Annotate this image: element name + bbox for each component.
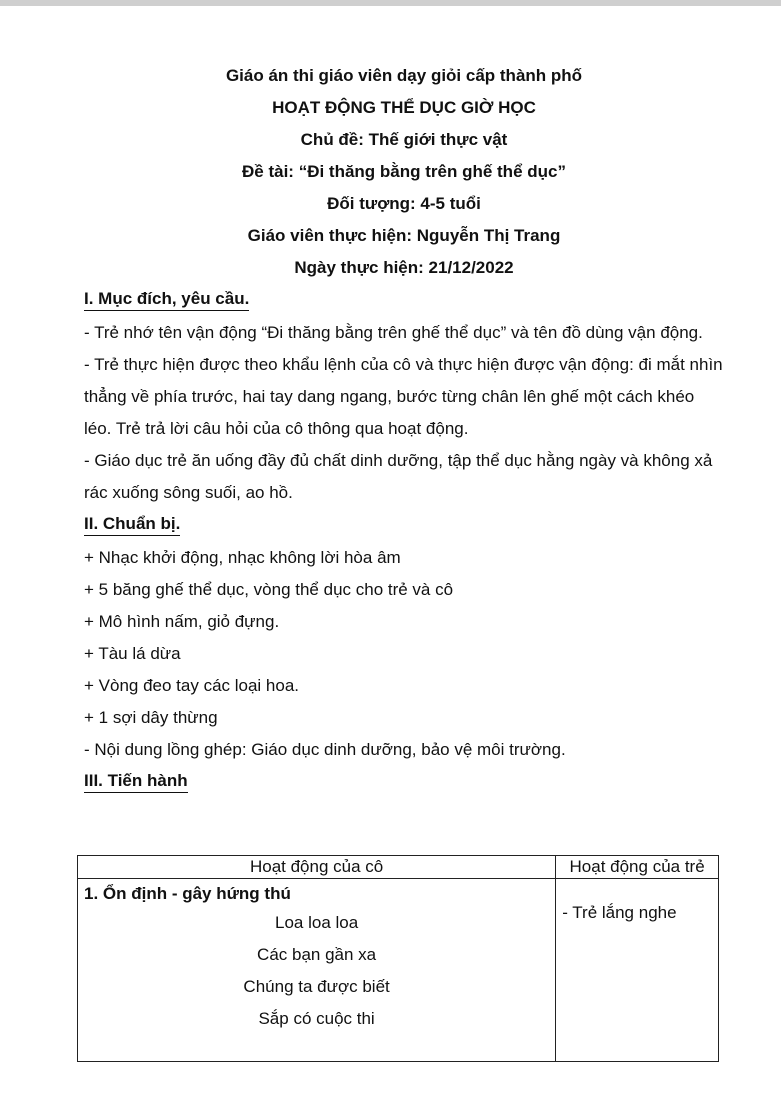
section-procedure	[84, 766, 724, 799]
header-line-topic: Đề tài: “Đi thăng bằng trên ghế thể dục”	[242, 162, 566, 181]
section-title-preparation: II. Chuẩn bị.	[84, 513, 180, 536]
preparation-item: + 1 sợi dây thừng	[84, 708, 218, 727]
header-line-date: Ngày thực hiện: 21/12/2022	[294, 258, 514, 277]
poem-line: Sắp có cuộc thi	[258, 1009, 375, 1028]
poem-line: Loa loa loa	[275, 913, 359, 932]
step-title: 1. Ổn định - gây hứng thú	[84, 884, 291, 903]
column-header-child: Hoạt động của trẻ	[556, 856, 719, 879]
section-title-procedure: III. Tiến hành	[84, 770, 188, 793]
document-header	[84, 60, 724, 284]
preparation-item: - Nội dung lồng ghép: Giáo dục dinh dưỡng, bảo vệ môi trường.	[84, 740, 566, 759]
purpose-paragraph: - Trẻ thực hiện được theo khẩu lệnh của cô và thực hiện được vận động: đi mắt nhìn thẳng về phía trước, hai tay dang ngang, bước từng chân lên ghế một cách khéo léo. Trẻ trả lời câu hỏi của cô thông qua hoạt động.	[84, 355, 723, 438]
purpose-paragraph: - Giáo dục trẻ ăn uống đầy đủ chất dinh dưỡng, tập thể dục hằng ngày và không xả rác xuống sông suối, ao hồ.	[84, 451, 713, 502]
poem-line: Chúng ta được biết	[243, 977, 390, 996]
preparation-item: + Vòng đeo tay các loại hoa.	[84, 676, 300, 695]
preparation-item: + Mô hình nấm, giỏ đựng.	[84, 612, 280, 631]
header-line-competition: Giáo án thi giáo viên dạy giỏi cấp thành phố	[225, 66, 583, 85]
poem-line: Các bạn gần xa	[257, 945, 377, 964]
teacher-activity-cell	[78, 879, 556, 1062]
child-activity-cell	[556, 879, 719, 1062]
header-line-activity: HOẠT ĐỘNG THỂ DỤC GIỜ HỌC	[272, 98, 536, 117]
document-body	[84, 60, 724, 799]
purpose-paragraph: - Trẻ nhớ tên vận động “Đi thăng bằng trên ghế thể dục” và tên đồ dùng vận động.	[84, 323, 703, 342]
header-line-theme: Chủ đề: Thế giới thực vật	[300, 130, 508, 149]
section-title-purpose: I. Mục đích, yêu cầu.	[84, 288, 249, 311]
child-response: - Trẻ lắng nghe	[562, 903, 677, 922]
activity-table	[77, 855, 719, 1062]
table-row	[78, 879, 719, 1062]
section-purpose	[84, 284, 724, 509]
header-line-teacher: Giáo viên thực hiện: Nguyễn Thị Trang	[247, 226, 561, 245]
preparation-item: + 5 băng ghế thể dục, vòng thể dục cho trẻ và cô	[84, 580, 454, 599]
header-line-audience: Đối tượng: 4-5 tuổi	[327, 194, 481, 213]
top-border	[0, 0, 781, 6]
table-header-row	[78, 856, 719, 879]
section-preparation	[84, 509, 724, 766]
column-header-teacher: Hoạt động của cô	[78, 856, 556, 879]
preparation-item: + Nhạc khởi động, nhạc không lời hòa âm	[84, 548, 401, 567]
preparation-item: + Tàu lá dừa	[84, 644, 181, 663]
